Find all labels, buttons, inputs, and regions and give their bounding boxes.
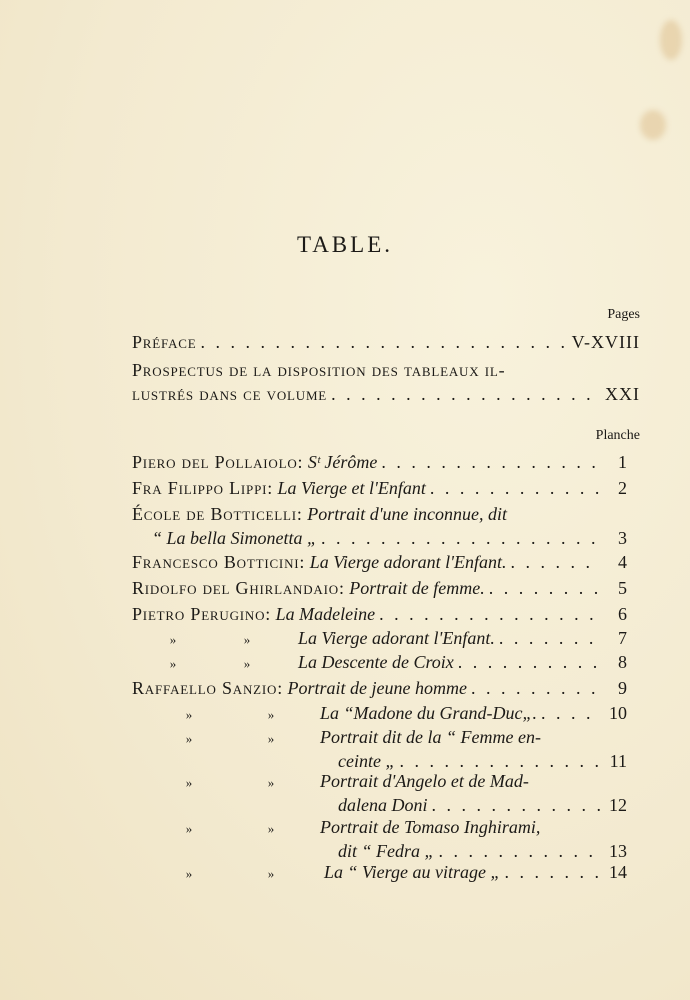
plate-number: 12 — [609, 795, 627, 815]
plate-number: 13 — [609, 841, 627, 861]
ditto-mark: » — [185, 866, 193, 881]
leader-dots — [379, 604, 601, 625]
plate-number: 1 — [618, 452, 627, 472]
plate-number: 5 — [618, 578, 627, 598]
ditto-mark: » — [169, 632, 177, 647]
work-title: Portrait de femme. — [349, 578, 485, 598]
toc-entry-plate[interactable] — [132, 552, 627, 576]
ditto-mark: » — [267, 866, 275, 881]
plate-number: 11 — [609, 751, 627, 771]
ditto-mark: » — [185, 707, 193, 722]
artist-name: Ridolfo del Ghirlandaio: — [132, 578, 345, 598]
ditto-mark: » — [243, 656, 251, 671]
work-title: La Vierge adorant l'Enfant. — [309, 552, 507, 572]
page-title: TABLE. — [296, 232, 393, 257]
toc-entry-plate[interactable] — [132, 678, 627, 702]
work-title-continued: dit “ Fedra „ — [338, 841, 435, 861]
entry-title: Prospectus de la disposition des tableaux il- — [132, 360, 506, 380]
plate-number: 8 — [618, 652, 627, 672]
ditto-mark: » — [267, 775, 275, 790]
work-title-continued: ceinte „ — [338, 751, 396, 771]
artist-name: Francesco Botticini: — [132, 552, 306, 572]
toc-entry-plate[interactable] — [132, 817, 627, 865]
work-title: La Descente de Croix — [298, 652, 454, 672]
leader-dots — [471, 678, 601, 699]
ditto-mark: » — [243, 632, 251, 647]
plate-number: 6 — [618, 604, 627, 624]
work-title: La “Madone du Grand-Duc„. — [320, 703, 538, 723]
entry-title-continued: lustrés dans ce volume — [132, 384, 328, 404]
work-title: Portrait d'une inconnue, dit — [307, 504, 508, 524]
toc-entry-prospectus[interactable] — [132, 360, 640, 408]
leader-dots — [499, 628, 601, 649]
leader-dots — [432, 795, 602, 816]
artist-name: Fra Filippo Lippi: — [132, 478, 274, 498]
work-title: La Madeleine — [275, 604, 376, 624]
leader-dots — [541, 703, 601, 724]
artist-name: Piero del Pollaiolo: — [132, 452, 304, 472]
leader-dots — [201, 332, 568, 353]
toc-entry-preface[interactable] — [132, 332, 640, 356]
planche-column-header: Planche — [595, 428, 640, 443]
leader-dots — [511, 552, 601, 573]
toc-entry-plate[interactable] — [132, 771, 627, 819]
paper-stain — [640, 110, 666, 140]
plate-number: 2 — [618, 478, 627, 498]
toc-entry-plate[interactable] — [132, 604, 627, 628]
work-title: Portrait d'Angelo et de Mad- — [320, 771, 529, 791]
toc-entry-plate[interactable] — [132, 727, 627, 775]
ditto-mark: » — [169, 656, 177, 671]
leader-dots — [399, 751, 601, 772]
work-title: Portrait de jeune homme — [287, 678, 468, 698]
leader-dots — [331, 384, 601, 405]
work-title-continued: “ La bella Simonetta „ — [152, 528, 318, 548]
leader-dots — [489, 578, 601, 599]
pages-column-header: Pages — [607, 307, 640, 322]
work-title: La Vierge et l'Enfant — [277, 478, 426, 498]
toc-entry-plate[interactable] — [132, 478, 627, 502]
toc-entry-plate[interactable] — [132, 504, 627, 552]
artist-name: Raffaello Sanzio: — [132, 678, 284, 698]
plate-number: 4 — [618, 552, 627, 572]
toc-entry-plate[interactable] — [132, 578, 627, 602]
leader-dots — [458, 652, 601, 673]
toc-entry-plate[interactable] — [132, 452, 627, 476]
work-title: La “ Vierge au vitrage „ — [324, 862, 501, 882]
artist-name: Pietro Perugino: — [132, 604, 272, 624]
plate-number: 7 — [618, 628, 627, 648]
toc-entry-plate[interactable] — [132, 652, 627, 676]
leader-dots — [381, 452, 601, 473]
leader-dots — [430, 478, 601, 499]
toc-entry-plate[interactable] — [132, 703, 627, 727]
ditto-mark: » — [267, 731, 275, 746]
ditto-mark: » — [185, 731, 193, 746]
ditto-mark: » — [267, 821, 275, 836]
plate-number: 10 — [609, 703, 627, 723]
plate-number: 3 — [618, 528, 627, 548]
plate-number: 14 — [609, 862, 627, 882]
artist-name: École de Botticelli: — [132, 504, 303, 524]
leader-dots — [505, 862, 602, 883]
work-title: Portrait de Tomaso Inghirami, — [320, 817, 541, 837]
ditto-mark: » — [267, 707, 275, 722]
page-number: XXI — [605, 384, 640, 404]
leader-dots — [439, 841, 601, 862]
work-title: Sᵗ Jérôme — [307, 452, 378, 472]
plate-number: 9 — [618, 678, 627, 698]
ditto-mark: » — [185, 775, 193, 790]
paper-stain — [660, 20, 682, 60]
work-title-continued: dalena Doni — [338, 795, 428, 815]
work-title: Portrait dit de la “ Femme en- — [320, 727, 541, 747]
ditto-mark: » — [185, 821, 193, 836]
work-title: La Vierge adorant l'Enfant. — [298, 628, 495, 648]
toc-entry-plate[interactable] — [132, 628, 627, 652]
leader-dots — [321, 528, 601, 549]
entry-title: Préface — [132, 332, 197, 352]
page-number: V-XVIII — [571, 332, 640, 352]
toc-entry-plate[interactable] — [132, 862, 627, 886]
